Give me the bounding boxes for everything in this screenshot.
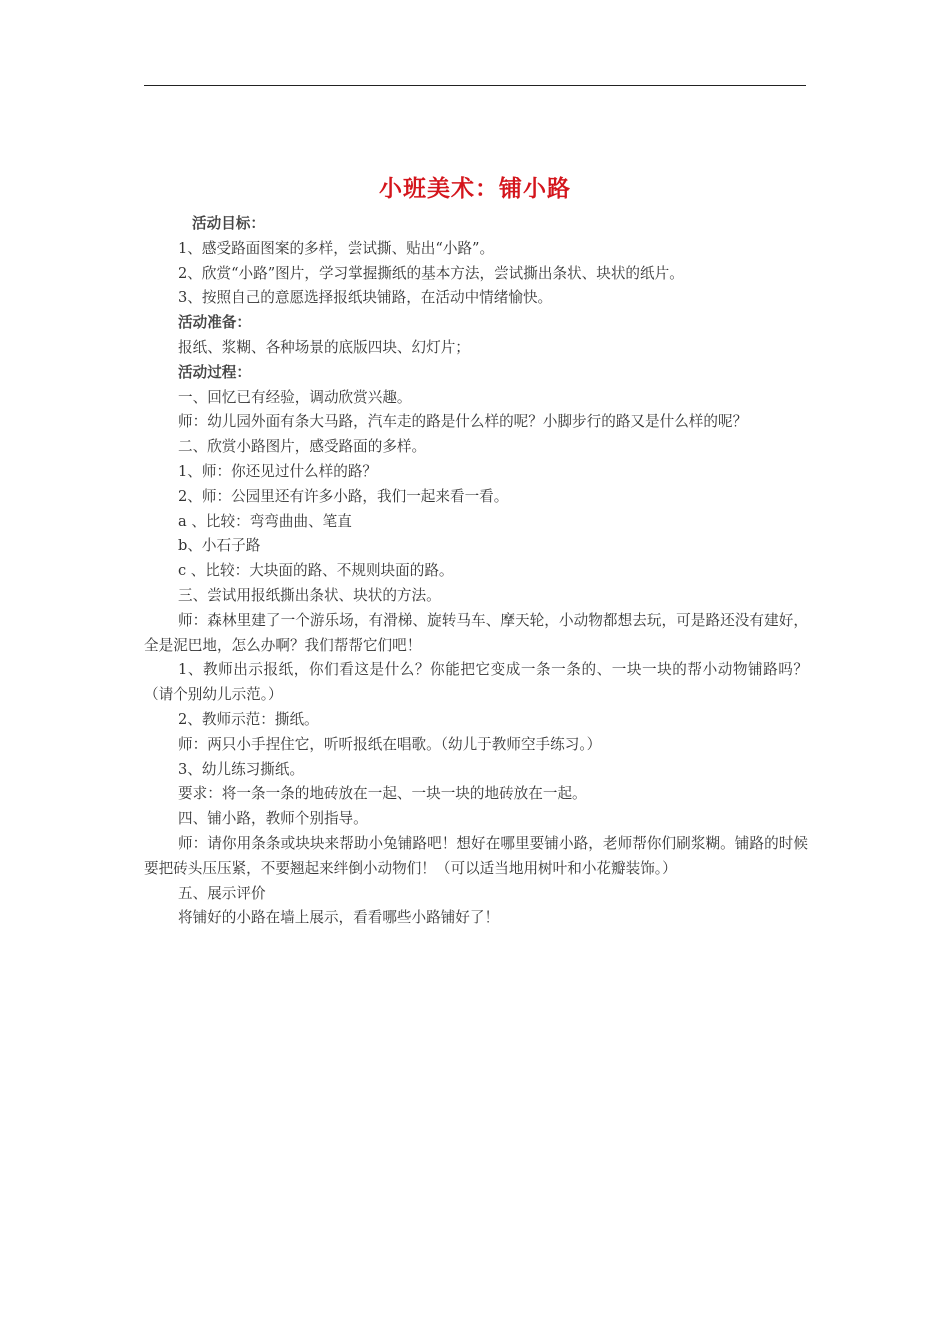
process-paragraph: 1、教师出示报纸，你们看这是什么？你能把它变成一条一条的、一块一块的帮小动物铺路吗？（请个别幼儿示范。） <box>144 661 808 704</box>
goal-item: 3、按照自己的意愿选择报纸块铺路，在活动中情绪愉快。 <box>178 289 553 307</box>
process-step: 2、师：公园里还有许多小路，我们一起来看一看。 <box>178 487 509 505</box>
process-paragraph: 师：森林里建了一个游乐场，有滑梯、旋转马车、摩天轮，小动物都想去玩，可是路还没有建好，全是泥巴地，怎么办啊？我们帮帮它们吧！ <box>144 611 808 654</box>
process-step: 师：幼儿园外面有条大马路，汽车走的路是什么样的呢？小脚步行的路又是什么样的呢？ <box>178 413 748 431</box>
goals-heading: 活动目标： <box>192 215 265 232</box>
process-step: 要求：将一条一条的地砖放在一起、一块一块的地砖放在一起。 <box>178 785 587 803</box>
goal-item: 2、欣赏“小路”图片，学习掌握撕纸的基本方法，尝试撕出条状、块状的纸片。 <box>178 264 684 282</box>
process-step: 师：两只小手捏住它，听听报纸在唱歌。（幼儿于教师空手练习。） <box>178 735 602 753</box>
process-step: 一、回忆已有经验，调动欣赏兴趣。 <box>178 388 412 406</box>
process-heading: 活动过程： <box>178 363 251 381</box>
process-step: a 、比较：弯弯曲曲、笔直 <box>178 512 352 530</box>
process-step: 将铺好的小路在墙上展示，看看哪些小路铺好了！ <box>178 909 500 927</box>
process-step: 三、尝试用报纸撕出条状、块状的方法。 <box>178 586 441 604</box>
process-step: 二、欣赏小路图片，感受路面的多样。 <box>178 438 427 456</box>
process-step: 2、教师示范：撕纸。 <box>178 710 319 728</box>
process-step: 五、展示评价 <box>178 884 266 902</box>
document-body <box>144 212 808 931</box>
process-step: c 、比较：大块面的路、不规则块面的路。 <box>178 562 454 580</box>
process-paragraph: 师：请你用条条或块块来帮助小兔铺路吧！想好在哪里要铺小路，老师帮你们刷浆糊。铺路的时候要把砖头压压紧，不要翘起来绊倒小动物们！（可以适当地用树叶和小花瓣装饰。） <box>144 834 808 877</box>
preparation-text: 报纸、浆糊、各种场景的底版四块、幻灯片； <box>178 338 470 356</box>
preparation-heading: 活动准备： <box>178 314 251 332</box>
header-rule <box>144 85 806 86</box>
document-title: 小班美术：铺小路 <box>379 175 571 202</box>
goal-item: 1、感受路面图案的多样，尝试撕、贴出“小路”。 <box>178 239 495 257</box>
process-step: 四、铺小路，教师个别指导。 <box>178 810 368 828</box>
process-step: 1、师：你还见过什么样的路？ <box>178 462 378 480</box>
process-step: b、小石子路 <box>178 537 261 555</box>
process-step: 3、幼儿练习撕纸。 <box>178 760 305 778</box>
